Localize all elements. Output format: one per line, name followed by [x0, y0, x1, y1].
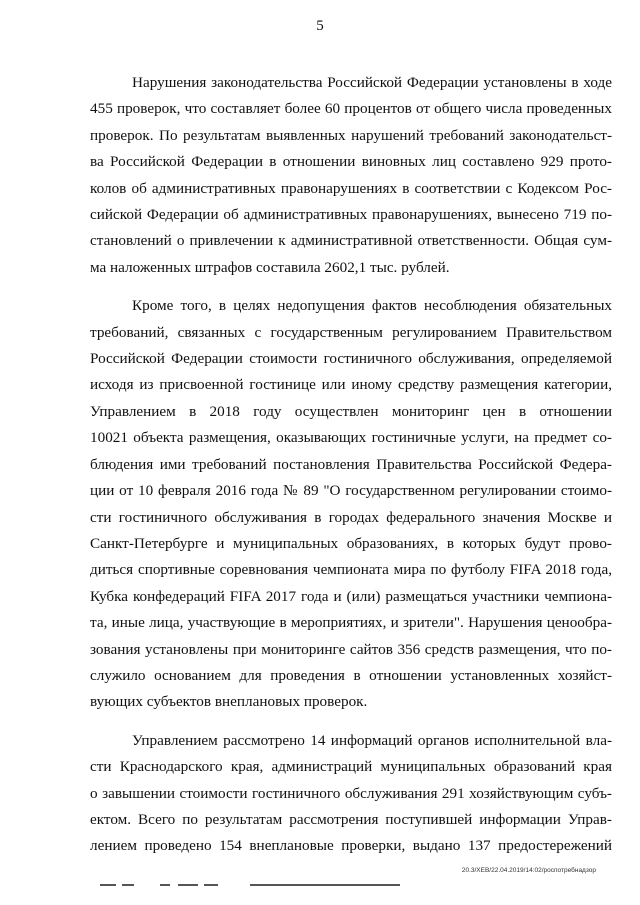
text-line: ции от 10 февраля 2016 года № 89 "О государственном регулировании стоимо- — [90, 482, 612, 500]
page-number: 5 — [316, 18, 324, 34]
text-line: ма наложенных штрафов составила 2602,1 тыс. рублей. — [90, 258, 450, 276]
scan-mark — [160, 884, 170, 886]
text-line: вующих субъектов внеплановых проверок. — [90, 693, 368, 711]
text-line: 455 проверок, что составляет более 60 процентов от общего числа проведенных — [90, 100, 612, 118]
scan-mark — [204, 884, 218, 886]
scan-mark — [122, 884, 134, 886]
text-line: служило основанием для проведения в отношении установленных хозяйст- — [90, 666, 612, 684]
text-line: ектом. Всего по результатам рассмотрения поступившей информации Управ- — [90, 810, 612, 828]
text-line: сти гостиничного обслуживания в городах федерального значения Москве и — [90, 508, 612, 526]
text-line: диться спортивные соревнования чемпионата мира по футболу FIFA 2018 года, — [90, 561, 612, 579]
text-line: колов об административных правонарушениях в соответствии с Кодексом Рос- — [90, 179, 612, 197]
text-line: становлений о привлечении к административной ответственности. Общая сум- — [90, 232, 612, 250]
text-line: лением проведено 154 внеплановые проверки, выдано 137 предостережений — [90, 837, 612, 855]
scan-mark — [250, 884, 400, 886]
text-line: ва Российской Федерации в отношении виновных лиц составлено 929 прото- — [90, 153, 612, 171]
text-line: сти Краснодарского края, администраций муниципальных образований края — [90, 758, 612, 776]
scan-mark — [178, 884, 198, 886]
text-line: Кубка конфедераций FIFA 2017 года и (или) размещаться участники чемпиона- — [90, 587, 612, 605]
paragraph-violations-summary — [90, 70, 612, 281]
text-line: сийской Федерации об административных правонарушениях, вынесено 719 по- — [90, 206, 612, 224]
text-line: та, иные лица, участвующие в мероприятиях, и зрители". Нарушения ценообра- — [90, 614, 612, 632]
text-line: требований, связанных с государственным регулированием Правительством — [90, 323, 612, 341]
text-line: зования установлены при мониторинге сайтов 356 средств размещения, что по- — [90, 640, 612, 658]
footer-document-code: 20.3/ХЕВ/22.04.2019/14:02/роспотребнадзор — [461, 867, 596, 874]
paragraph-krasnodar-information — [90, 728, 612, 860]
text-line: исходя из присвоенной гостинице или иному средству размещения категории, — [90, 376, 612, 394]
text-line: Управлением рассмотрено 14 информаций органов исполнительной вла- — [132, 731, 612, 749]
text-line: проверок. По результатам выявленных нарушений требований законодательст- — [90, 126, 612, 144]
scan-artifact-marks — [100, 884, 430, 888]
text-line: Нарушения законодательства Российской Федерации установлены в ходе — [132, 74, 612, 91]
text-line: о завышении стоимости гостиничного обслуживания 291 хозяйствующим субъ- — [90, 784, 612, 802]
text-line: блюдения ими требований постановления Правительства Российской Федера- — [90, 455, 612, 473]
paragraph-hotel-price-monitoring — [90, 293, 612, 716]
text-line: Управлением в 2018 году осуществлен мониторинг цен в отношении — [90, 402, 612, 420]
text-line: Санкт-Петербурге и муниципальных образованиях, в которых будут прово- — [90, 534, 612, 552]
text-line: Кроме того, в целях недопущения фактов несоблюдения обязательных — [132, 297, 612, 315]
text-line: 10021 объекта размещения, оказывающих гостиничные услуги, на предмет со- — [90, 429, 612, 447]
text-line: Российской Федерации стоимости гостиничного обслуживания, определяемой — [90, 350, 612, 368]
scan-mark — [100, 884, 116, 886]
document-body — [90, 70, 612, 860]
